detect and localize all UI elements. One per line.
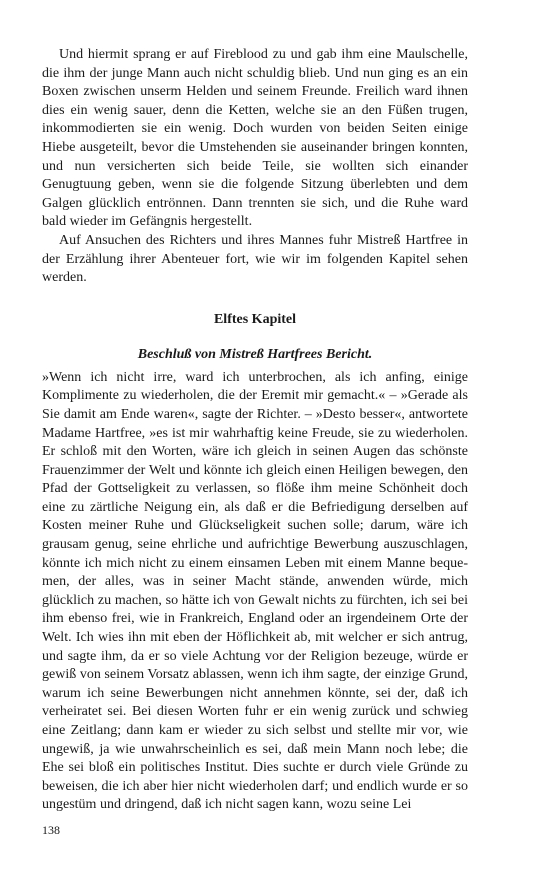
body-paragraph: »Wenn ich nicht irre, ward ich unterbrochen, als ich anfing, einige Komplimente zu wiederholen, die der Eremit mir gemacht.« – »Gerade als Sie damit am Ende waren«, sagte der Richter. – »Desto besser«, antwortete Madame Hartfree, »es ist mir wahrhaftig keine Freude, sie zu wiederholen. Er schloß mit den Worten, wäre ich gleich in seinen Augen das schönste Frauenzimmer der Welt und könnte ich gleich einen Heiligen bewegen, den Pfad der Gottseligkeit zu verlassen, so flöße ihm meine Schönheit doch eine zu zärtliche Neigung ein, als daß er die Befriedigung derselben auf Kosten meiner Ruhe und Glückseligkeit suchen solle; darum, wäre ich grausam genug, seine ehrliche und aufrichtige Bewerbung auszuschlagen, könnte ich mich nicht zu einem einsamen Leben mit einem Manne bequemen, der alles, was in seiner Macht stände, anwenden würde, mich glücklich zu machen, so hätte ich von Gewalt nichts zu fürchten, ich sei bei ihm ebenso frei, wie in Frankreich, England oder an irgendeinem Orte der Welt. Ich wies ihn mit eben der Höflichkeit ab, mit welcher er sich antrug, und sagte ihm, da er so viele Achtung vor der Religion bezeuge, würde er gewiß von seinem Vorsatz ablassen, wenn ich ihm sagte, der einzige Grund, warum ich seine Bewerbungen nicht annehmen könnte, sei der, daß ich verheiratet sei. Bei diesen Worten fuhr er ein wenig zurück und schwieg eine Zeitlang; dann kam er wieder zu sich selbst und stellte mir vor, wie ungewiß, ja wie unwahrscheinlich es sei, daß mein Mann noch lebe; die Ehe sei bloß ein politisches Institut. Dies suchte er durch viele Gründe zu beweisen, die ich aber hier nicht wiederholen darf; und endlich wurde er so ungestüm und dringend, daß ich nicht sagen kann, wozu seine Lei xyxy=(42,369,468,813)
body-paragraph: Und hiermit sprang er auf Fireblood zu und gab ihm eine Maulschelle, die ihm der junge Mann auch nicht schuldig blieb. Und nun ging es an ein Boxen zwischen unserm Helden und seinem Freunde. Freilich ward ihnen dies ein wenig sauer, denn die Ketten, welche sie an den Füßen trugen, inkommodierten sie ein wenig. Doch wurden von beiden Seiten einige Hiebe ausgeteilt, bevor die Umstehenden sie auseinander bringen konnten, und nun versicherten sich beide Teile, sie wollten sich einander Genugtuung geben, wenn sie die folgende Sitzung überlebten und dem Galgen glücklich entrönnen. Dann trennten sie sich, und die Ruhe ward bald wieder im Gefängnis hergestellt. xyxy=(42,47,468,230)
chapter-heading: Elftes Kapitel xyxy=(213,311,297,327)
book-page xyxy=(42,46,468,815)
chapter-subheading: Beschluß von Mistreß Hartfrees Bericht. xyxy=(137,346,373,362)
body-paragraph: Auf Ansuchen des Richters und ihres Mannes fuhr Mistreß Hartfree in der Erzählung ihrer Abenteuer fort, wie wir im folgenden Kapitel sehen werden. xyxy=(42,232,468,286)
page-number: 138 xyxy=(42,823,60,837)
